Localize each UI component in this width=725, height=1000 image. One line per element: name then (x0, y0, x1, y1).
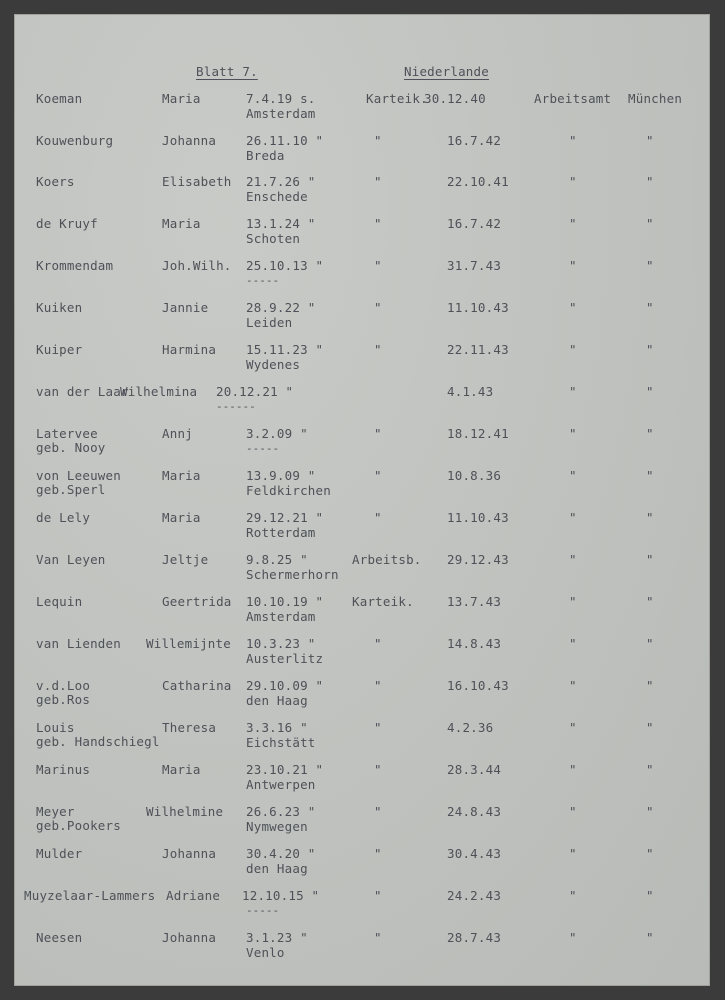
cell-city: " (646, 258, 654, 273)
cell-source: Karteik. (366, 91, 428, 106)
cell-birthplace: Eichstätt (246, 735, 316, 750)
cell-date: 4.2.36 (447, 720, 494, 735)
cell-birthplace: Venlo (246, 945, 285, 960)
cell-date: 14.8.43 (447, 636, 502, 651)
cell-city: " (646, 174, 654, 189)
cell-source: " (374, 510, 382, 525)
cell-given: Jannie (162, 300, 209, 315)
cell-office: " (569, 216, 577, 231)
cell-office: " (569, 133, 577, 148)
cell-birthplace: ----- (246, 904, 280, 917)
cell-given: Johanna (162, 133, 217, 148)
cell-surname: Neesen (36, 930, 83, 945)
cell-surname: Kuiken (36, 300, 83, 315)
cell-date: 18.12.41 (447, 426, 509, 441)
cell-source: " (374, 762, 382, 777)
cell-birthplace: Breda (246, 148, 285, 163)
cell-office: " (569, 300, 577, 315)
cell-birthplace: Leiden (246, 315, 293, 330)
cell-birth: 21.7.26 " (246, 174, 316, 189)
cell-city: " (646, 846, 654, 861)
cell-office: " (569, 762, 577, 777)
cell-source: " (374, 426, 382, 441)
cell-birthplace: ------ (216, 400, 256, 413)
cell-city: " (646, 510, 654, 525)
cell-office: " (569, 258, 577, 273)
cell-surname: Meyer geb.Pookers (36, 804, 121, 833)
cell-city: " (646, 804, 654, 819)
cell-birthplace: ----- (246, 442, 280, 455)
cell-source: " (374, 300, 382, 315)
cell-date: 10.8.36 (447, 468, 502, 483)
cell-date: 28.3.44 (447, 762, 502, 777)
cell-date: 24.8.43 (447, 804, 502, 819)
cell-source: Karteik. (352, 594, 414, 609)
cell-source: Arbeitsb. (352, 552, 422, 567)
cell-city: " (646, 930, 654, 945)
cell-birthplace: Wydenes (246, 357, 301, 372)
cell-source: " (374, 216, 382, 231)
cell-date: 4.1.43 (447, 384, 494, 399)
cell-birthplace: Schoten (246, 231, 301, 246)
country-heading: Niederlande (404, 64, 489, 79)
cell-office: " (569, 342, 577, 357)
cell-office: " (569, 384, 577, 399)
cell-given: Joh.Wilh. (162, 258, 232, 273)
cell-office: " (569, 510, 577, 525)
cell-source: " (374, 888, 382, 903)
cell-source: " (374, 636, 382, 651)
cell-birth: 3.2.09 " (246, 426, 308, 441)
cell-given: Elisabeth (162, 174, 232, 189)
cell-date: 30.12.40 (424, 91, 486, 106)
cell-given: Johanna (162, 846, 217, 861)
cell-birthplace: Schermerhorn (246, 567, 339, 582)
cell-birthplace: Rotterdam (246, 525, 316, 540)
cell-city: " (646, 216, 654, 231)
cell-birth: 25.10.13 " (246, 258, 324, 273)
cell-surname: Krommendam (36, 258, 114, 273)
cell-given: Catharina (162, 678, 232, 693)
cell-surname: v.d.Loo geb.Ros (36, 678, 91, 707)
cell-date: 11.10.43 (447, 510, 509, 525)
cell-city: " (646, 300, 654, 315)
cell-birthplace: Amsterdam (246, 609, 316, 624)
cell-surname: Latervee geb. Nooy (36, 426, 106, 455)
cell-city: München (628, 91, 683, 106)
cell-surname: de Kruyf (36, 216, 98, 231)
cell-given: Theresa (162, 720, 217, 735)
cell-given: Wilhelmine (146, 804, 224, 819)
cell-birth: 10.10.19 " (246, 594, 324, 609)
cell-office: " (569, 888, 577, 903)
cell-source: " (374, 133, 382, 148)
cell-office: Arbeitsamt (534, 91, 612, 106)
cell-source: " (374, 846, 382, 861)
cell-birth: 20.12.21 " (216, 384, 294, 399)
cell-source: " (374, 804, 382, 819)
cell-birth: 30.4.20 " (246, 846, 316, 861)
cell-given: Wilhelmina (120, 384, 198, 399)
cell-surname: van der Laar (36, 384, 129, 399)
cell-birth: 29.10.09 " (246, 678, 324, 693)
cell-birthplace: Amsterdam (246, 106, 316, 121)
cell-date: 22.10.41 (447, 174, 509, 189)
cell-date: 13.7.43 (447, 594, 502, 609)
cell-office: " (569, 804, 577, 819)
cell-city: " (646, 678, 654, 693)
cell-office: " (569, 720, 577, 735)
cell-city: " (646, 133, 654, 148)
cell-given: Maria (162, 510, 201, 525)
cell-date: 11.10.43 (447, 300, 509, 315)
cell-office: " (569, 846, 577, 861)
cell-city: " (646, 468, 654, 483)
cell-surname: Koeman (36, 91, 83, 106)
cell-birthplace: ----- (246, 274, 280, 287)
cell-office: " (569, 594, 577, 609)
cell-birth: 3.3.16 " (246, 720, 308, 735)
cell-source: " (374, 342, 382, 357)
cell-source: " (374, 258, 382, 273)
cell-birthplace: den Haag (246, 693, 308, 708)
cell-date: 28.7.43 (447, 930, 502, 945)
cell-surname: Mulder (36, 846, 83, 861)
cell-surname: Van Leyen (36, 552, 106, 567)
cell-birth: 12.10.15 " (242, 888, 320, 903)
cell-source: " (374, 678, 382, 693)
cell-date: 30.4.43 (447, 846, 502, 861)
cell-birth: 13.1.24 " (246, 216, 316, 231)
sheet-title: Blatt 7. (196, 64, 258, 79)
cell-birth: 13.9.09 " (246, 468, 316, 483)
cell-source: " (374, 930, 382, 945)
cell-birth: 9.8.25 " (246, 552, 308, 567)
cell-surname: Muyzelaar-Lammers (24, 888, 156, 903)
cell-city: " (646, 594, 654, 609)
cell-date: 29.12.43 (447, 552, 509, 567)
cell-date: 24.2.43 (447, 888, 502, 903)
cell-office: " (569, 636, 577, 651)
cell-birth: 7.4.19 s. (246, 91, 316, 106)
cell-birth: 23.10.21 " (246, 762, 324, 777)
cell-source: " (374, 720, 382, 735)
cell-surname: von Leeuwen geb.Sperl (36, 468, 121, 497)
cell-birth: 29.12.21 " (246, 510, 324, 525)
cell-birthplace: Nymwegen (246, 819, 308, 834)
cell-surname: Kouwenburg (36, 133, 114, 148)
cell-given: Geertrida (162, 594, 232, 609)
cell-city: " (646, 342, 654, 357)
cell-birth: 28.9.22 " (246, 300, 316, 315)
cell-surname: Marinus (36, 762, 91, 777)
cell-given: Annj (162, 426, 193, 441)
cell-office: " (569, 930, 577, 945)
cell-city: " (646, 384, 654, 399)
cell-city: " (646, 426, 654, 441)
cell-office: " (569, 468, 577, 483)
cell-birth: 26.6.23 " (246, 804, 316, 819)
cell-surname: Louis geb. Handschiegl (36, 720, 160, 749)
cell-birth: 3.1.23 " (246, 930, 308, 945)
cell-office: " (569, 678, 577, 693)
cell-date: 16.7.42 (447, 133, 502, 148)
cell-source: " (374, 468, 382, 483)
cell-surname: de Lely (36, 510, 91, 525)
cell-birthplace: den Haag (246, 861, 308, 876)
cell-city: " (646, 888, 654, 903)
cell-given: Johanna (162, 930, 217, 945)
cell-birth: 10.3.23 " (246, 636, 316, 651)
cell-city: " (646, 762, 654, 777)
cell-given: Jeltje (162, 552, 209, 567)
cell-date: 16.10.43 (447, 678, 509, 693)
cell-city: " (646, 636, 654, 651)
cell-office: " (569, 426, 577, 441)
document-page (14, 14, 710, 986)
cell-birth: 26.11.10 " (246, 133, 324, 148)
cell-birth: 15.11.23 " (246, 342, 324, 357)
cell-city: " (646, 552, 654, 567)
cell-surname: van Lienden (36, 636, 121, 651)
cell-city: " (646, 720, 654, 735)
cell-surname: Lequin (36, 594, 83, 609)
cell-given: Adriane (166, 888, 221, 903)
cell-given: Maria (162, 468, 201, 483)
cell-date: 31.7.43 (447, 258, 502, 273)
cell-office: " (569, 552, 577, 567)
cell-given: Maria (162, 762, 201, 777)
cell-surname: Kuiper (36, 342, 83, 357)
cell-birthplace: Feldkirchen (246, 483, 331, 498)
cell-date: 22.11.43 (447, 342, 509, 357)
cell-source: " (374, 174, 382, 189)
cell-office: " (569, 174, 577, 189)
cell-birthplace: Antwerpen (246, 777, 316, 792)
cell-given: Maria (162, 216, 201, 231)
cell-given: Maria (162, 91, 201, 106)
cell-surname: Koers (36, 174, 75, 189)
cell-birthplace: Austerlitz (246, 651, 324, 666)
cell-birthplace: Enschede (246, 189, 308, 204)
cell-date: 16.7.42 (447, 216, 502, 231)
cell-given: Harmina (162, 342, 217, 357)
cell-given: Willemijnte (146, 636, 231, 651)
